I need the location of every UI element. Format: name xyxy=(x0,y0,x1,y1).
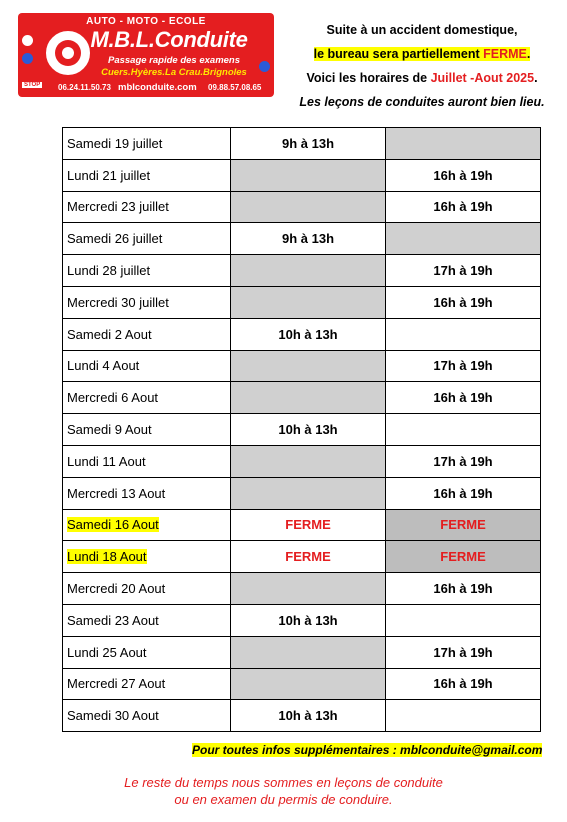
schedule-morning-cell xyxy=(231,445,386,477)
schedule-day: Samedi 19 juillet xyxy=(67,135,163,151)
schedule-table xyxy=(62,127,541,732)
notice-line-3 xyxy=(282,71,562,85)
schedule-morning-cell xyxy=(231,350,386,382)
schedule-day-cell xyxy=(63,286,231,318)
schedule-row xyxy=(63,350,541,382)
notice-line-2-period: . xyxy=(526,47,531,61)
schedule-day-cell xyxy=(63,414,231,446)
footer-info xyxy=(192,743,542,757)
schedule-day: Lundi 28 juillet xyxy=(67,263,151,279)
notice-line-2 xyxy=(282,47,562,61)
schedule-day: Samedi 30 Aout xyxy=(67,708,159,724)
notice-period: Juillet -Aout 2025 xyxy=(430,71,535,85)
footer-line-2: ou en examen du permis de conduire. xyxy=(174,792,393,807)
schedule-row xyxy=(63,382,541,414)
schedule-day: Lundi 21 juillet xyxy=(67,167,151,183)
footer-info-text: Pour toutes infos supplémentaires : mblconduite@gmail.com xyxy=(192,743,543,757)
schedule-day: Mercredi 23 juillet xyxy=(67,199,169,215)
schedule-afternoon-cell: FERME xyxy=(386,541,541,573)
schedule-afternoon-cell: 16h à 19h xyxy=(386,191,541,223)
schedule-morning-cell: 9h à 13h xyxy=(231,128,386,160)
schedule-day-cell xyxy=(63,541,231,573)
schedule-day-cell xyxy=(63,668,231,700)
direction-sign-icon xyxy=(22,53,33,64)
schedule-afternoon-cell: 17h à 19h xyxy=(386,255,541,287)
road-sign-icon xyxy=(22,35,33,46)
schedule-day: Lundi 11 Aout xyxy=(67,453,146,469)
schedule-row xyxy=(63,604,541,636)
schedule-day-cell xyxy=(63,318,231,350)
schedule-afternoon-cell: 16h à 19h xyxy=(386,573,541,605)
notice-ferme: FERME xyxy=(483,47,527,61)
schedule-row xyxy=(63,541,541,573)
schedule-morning-cell xyxy=(231,573,386,605)
schedule-afternoon-cell: 16h à 19h xyxy=(386,159,541,191)
schedule-morning-cell: 10h à 13h xyxy=(231,414,386,446)
schedule-morning-cell xyxy=(231,636,386,668)
schedule-afternoon-cell xyxy=(386,128,541,160)
schedule-row xyxy=(63,700,541,732)
schedule-morning-cell xyxy=(231,668,386,700)
schedule-day: Mercredi 6 Aout xyxy=(67,390,159,406)
logo-tagline: Passage rapide des examens xyxy=(107,55,241,66)
logo-phone-left: 06.24.11.50.73 xyxy=(58,83,111,92)
schedule-day-cell xyxy=(63,573,231,605)
schedule-day-cell xyxy=(63,636,231,668)
schedule-day-cell xyxy=(63,445,231,477)
schedule-day-cell xyxy=(63,191,231,223)
logo-website: mblconduite.com xyxy=(118,82,197,93)
schedule-day-cell xyxy=(63,159,231,191)
schedule-row xyxy=(63,255,541,287)
schedule-row xyxy=(63,159,541,191)
schedule-afternoon-cell: 17h à 19h xyxy=(386,636,541,668)
schedule-row xyxy=(63,223,541,255)
stop-sign-icon: STOP xyxy=(24,82,41,88)
logo-top-text: AUTO - MOTO - ECOLE xyxy=(86,16,206,27)
schedule-day: Mercredi 27 Aout xyxy=(67,676,166,692)
schedule-afternoon-cell xyxy=(386,604,541,636)
schedule-day: Samedi 26 juillet xyxy=(67,231,163,247)
schedule-row xyxy=(63,191,541,223)
schedule-morning-cell xyxy=(231,159,386,191)
schedule-afternoon-cell: 16h à 19h xyxy=(386,477,541,509)
schedule-row xyxy=(63,573,541,605)
schedule-row xyxy=(63,668,541,700)
schedule-day-cell xyxy=(63,255,231,287)
schedule-row xyxy=(63,445,541,477)
schedule-table-body xyxy=(63,128,541,732)
schedule-day: Mercredi 13 Aout xyxy=(67,485,166,501)
notice-line-3-text: Voici les horaires de xyxy=(306,71,431,85)
logo-cities: Cuers.Hyères.La Crau.Brignoles xyxy=(101,67,247,78)
schedule-day-cell xyxy=(63,700,231,732)
schedule-afternoon-cell xyxy=(386,318,541,350)
schedule-morning-cell xyxy=(231,191,386,223)
schedule-morning-cell: 10h à 13h xyxy=(231,604,386,636)
notice-line-1: Suite à un accident domestique, xyxy=(326,23,518,37)
schedule-row xyxy=(63,128,541,160)
schedule-day: Lundi 4 Aout xyxy=(67,358,140,374)
schedule-afternoon-cell xyxy=(386,700,541,732)
schedule-day-cell xyxy=(63,382,231,414)
schedule-day: Lundi 18 Aout xyxy=(67,549,147,565)
logo-brand: M.B.L.Conduite xyxy=(90,27,248,52)
schedule-row xyxy=(63,636,541,668)
schedule-day-cell xyxy=(63,223,231,255)
schedule-day: Samedi 16 Aout xyxy=(67,517,159,533)
schedule-day-cell xyxy=(63,128,231,160)
schedule-afternoon-cell: FERME xyxy=(386,509,541,541)
roundabout-sign-icon xyxy=(259,61,270,72)
school-logo xyxy=(18,13,274,97)
schedule-day-cell xyxy=(63,509,231,541)
schedule-afternoon-cell xyxy=(386,414,541,446)
schedule-morning-cell: FERME xyxy=(231,541,386,573)
schedule-day-cell xyxy=(63,350,231,382)
schedule-morning-cell: 10h à 13h xyxy=(231,318,386,350)
schedule-row xyxy=(63,509,541,541)
schedule-afternoon-cell: 16h à 19h xyxy=(386,382,541,414)
schedule-row xyxy=(63,286,541,318)
schedule-row xyxy=(63,477,541,509)
schedule-morning-cell: FERME xyxy=(231,509,386,541)
schedule-afternoon-cell: 16h à 19h xyxy=(386,668,541,700)
schedule-afternoon-cell: 16h à 19h xyxy=(386,286,541,318)
schedule-day: Mercredi 20 Aout xyxy=(67,581,166,597)
schedule-day: Samedi 23 Aout xyxy=(67,612,159,628)
notice-line-3-end: . xyxy=(534,71,538,85)
schedule-morning-cell: 10h à 13h xyxy=(231,700,386,732)
schedule-afternoon-cell xyxy=(386,223,541,255)
schedule-afternoon-cell: 17h à 19h xyxy=(386,350,541,382)
schedule-morning-cell xyxy=(231,255,386,287)
schedule-morning-cell xyxy=(231,477,386,509)
schedule-day: Samedi 2 Aout xyxy=(67,326,152,342)
schedule-morning-cell xyxy=(231,382,386,414)
schedule-afternoon-cell: 17h à 19h xyxy=(386,445,541,477)
schedule-day: Mercredi 30 juillet xyxy=(67,294,169,310)
schedule-morning-cell: 9h à 13h xyxy=(231,223,386,255)
schedule-row xyxy=(63,414,541,446)
notice-line-4: Les leçons de conduites auront bien lieu. xyxy=(299,95,545,109)
schedule-day-cell xyxy=(63,477,231,509)
schedule-row xyxy=(63,318,541,350)
logo-phone-right: 09.88.57.08.65 xyxy=(208,83,262,92)
schedule-day: Lundi 25 Aout xyxy=(67,644,147,660)
schedule-day-cell xyxy=(63,604,231,636)
notice-line-2-text: le bureau sera partiellement xyxy=(313,47,484,61)
schedule-morning-cell xyxy=(231,286,386,318)
footer-line-1: Le reste du temps nous sommes en leçons de conduite xyxy=(124,775,443,790)
schedule-day: Samedi 9 Aout xyxy=(67,422,152,438)
